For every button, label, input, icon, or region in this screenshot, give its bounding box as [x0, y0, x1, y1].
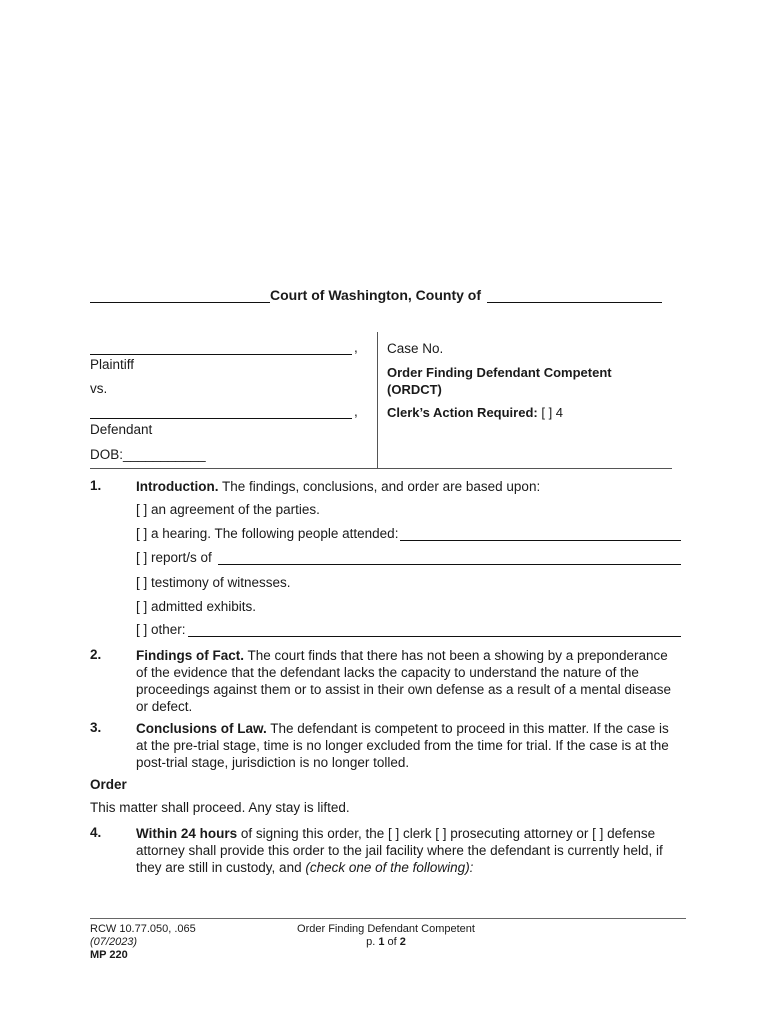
section-text — [136, 647, 681, 715]
defendant-name-line[interactable] — [90, 418, 352, 419]
footer-left — [90, 923, 196, 962]
section-body: of signing this order, the [ ] clerk [ ] prosecuting attorney or [ ] defense attorney shall provide this order to the jail facility where the defendant is currently held, if they are still in custody, and — [136, 826, 663, 875]
defendant-label: Defendant — [90, 422, 153, 437]
caption-divider — [377, 332, 378, 468]
county-blank[interactable] — [487, 288, 662, 303]
option-testimony[interactable] — [136, 575, 681, 590]
section-heading: Conclusions of Law. — [136, 721, 267, 736]
clerk-action — [387, 405, 563, 420]
footer-divider — [90, 918, 686, 919]
court-header-text: Court of Washington, County of — [270, 287, 481, 303]
footer-page-number — [276, 936, 496, 949]
section-number: 3. — [90, 720, 102, 735]
page-current: 1 — [378, 936, 385, 948]
footer-statute: RCW 10.77.050, .065 — [90, 923, 196, 935]
option-label: [ ] other: — [136, 622, 186, 637]
clerk-action-value[interactable]: [ ] 4 — [537, 405, 564, 420]
order-heading: Order — [90, 777, 127, 792]
section-body: The defendant is competent to proceed in this matter. If the case is at the pre-trial stage, time is no longer excluded from the time for trial. If the case is at the post-trial stage, jurisdiction is no longer tolled. — [136, 721, 669, 770]
reports-blank[interactable] — [218, 551, 681, 565]
court-header — [90, 287, 680, 303]
section-number: 2. — [90, 647, 102, 662]
dob-field[interactable]: DOB:___________ — [90, 447, 206, 462]
option-hearing[interactable] — [136, 526, 681, 541]
clerk-action-label: Clerk’s Action Required: — [387, 405, 538, 420]
section-number: 4. — [90, 825, 102, 840]
case-number-label: Case No. — [387, 341, 444, 356]
footer-form-title: Order Finding Defendant Competent — [297, 923, 475, 935]
option-label: [ ] admitted exhibits. — [136, 599, 257, 614]
defendant-comma: , — [354, 404, 358, 419]
form-title-line1: Order Finding Defendant Competent — [387, 365, 612, 380]
option-reports[interactable] — [136, 550, 681, 565]
court-name-blank[interactable] — [90, 288, 270, 303]
option-agreement[interactable] — [136, 502, 681, 517]
option-other[interactable] — [136, 622, 681, 637]
attendees-blank[interactable] — [400, 527, 681, 541]
footer-center — [276, 923, 496, 949]
page-total: 2 — [399, 936, 406, 948]
section-heading: Within 24 hours — [136, 826, 238, 841]
section-instruction: (check one of the following): — [305, 860, 474, 875]
plaintiff-label: Plaintiff — [90, 357, 135, 372]
section-body: The findings, conclusions, and order are based upon: — [218, 479, 541, 494]
option-label: [ ] report/s of — [136, 550, 212, 565]
plaintiff-name-line[interactable] — [90, 354, 352, 355]
option-label: [ ] an agreement of the parties. — [136, 502, 320, 517]
section-body: The court finds that there has not been a showing by a preponderance of the evidence that the defendant lacks the capacity to understand the nature of the proceedings against them or to assist in their own defense as a result of a mental disease or defect. — [136, 648, 672, 714]
page-prefix: p. — [366, 936, 379, 948]
section-number: 1. — [90, 478, 102, 493]
section-heading: Introduction. — [136, 479, 219, 494]
form-title-line2: (ORDCT) — [387, 382, 442, 397]
page-of: of — [384, 936, 400, 948]
footer-revision-date: (07/2023) — [90, 936, 138, 948]
option-label: [ ] a hearing. The following people attended: — [136, 526, 399, 541]
plaintiff-comma: , — [354, 340, 358, 355]
section-heading: Findings of Fact. — [136, 648, 244, 663]
option-exhibits[interactable] — [136, 599, 681, 614]
other-blank[interactable] — [188, 623, 681, 637]
footer-form-number: MP 220 — [90, 949, 128, 961]
section-text — [136, 478, 681, 495]
vs-label: vs. — [90, 381, 108, 396]
case-caption — [90, 332, 672, 469]
order-statement: This matter shall proceed. Any stay is lifted. — [90, 800, 350, 815]
section-text — [136, 720, 681, 771]
section-text — [136, 825, 681, 876]
option-label: [ ] testimony of witnesses. — [136, 575, 291, 590]
